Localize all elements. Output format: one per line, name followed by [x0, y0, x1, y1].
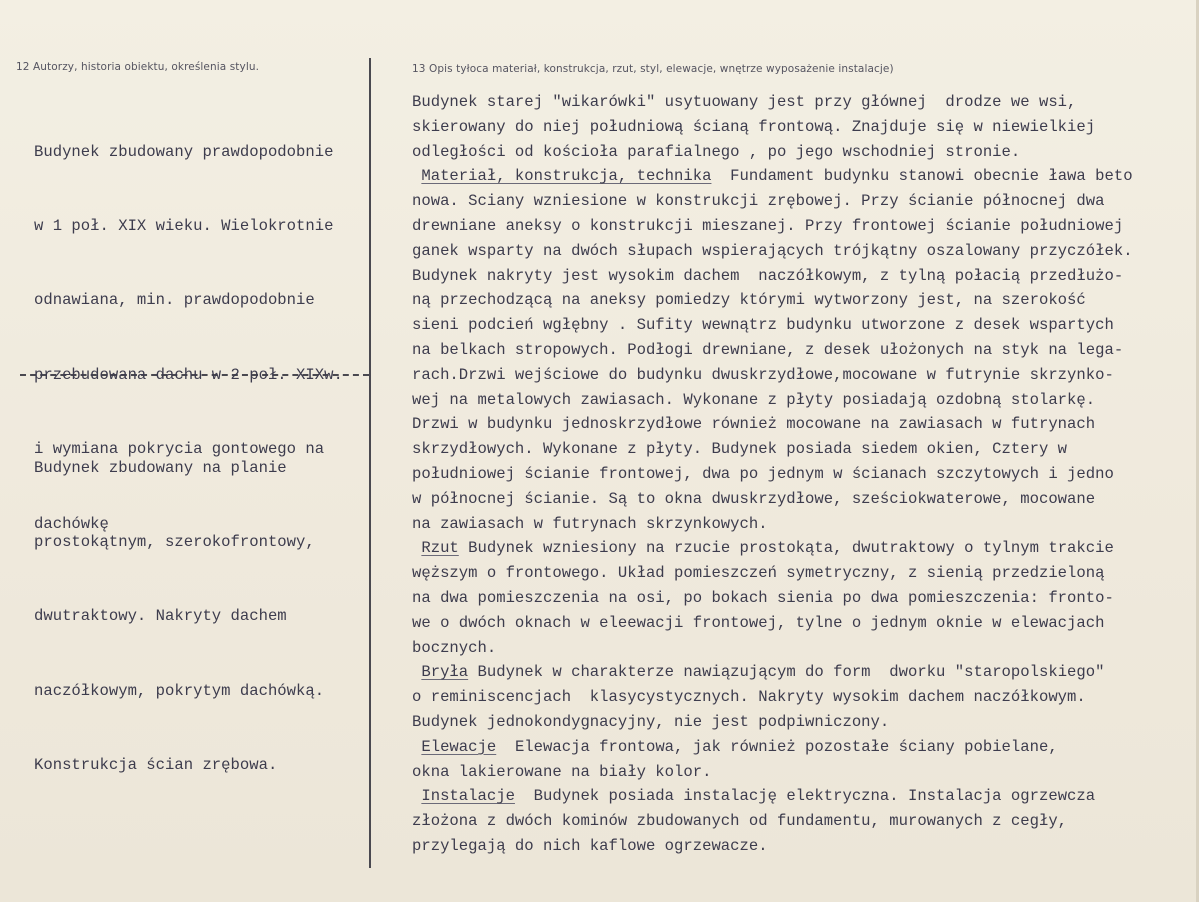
description-line [412, 834, 1199, 859]
history-line: i wymiana pokrycia gontowego na [34, 440, 325, 459]
style-line: Konstrukcja ścian zrębowa. [34, 756, 278, 775]
description-text-run: Budynek w charakterze nawiązującym do form dworku "staropolskiego" [468, 663, 1105, 682]
section-heading: Rzut [421, 539, 459, 558]
description-line [412, 239, 1199, 264]
description-line [412, 561, 1199, 586]
description-line [412, 437, 1199, 462]
description-text-run: odległości od kościoła parafialnego , po jego wschodniej stronie. [412, 142, 1021, 161]
description-text-run: ną przechodzącą na aneksy pomiedzy którymi wytworzony jest, na szerokość [412, 291, 1086, 310]
description-text-run: we o dwóch oknach w eleewacji frontowej, tylne o jednym oknie w elewacjach [412, 613, 1105, 632]
description-line [412, 214, 1199, 239]
section-heading: Materiał, konstrukcja, technika [421, 167, 712, 186]
description-line [412, 388, 1199, 413]
section-13-header: 13 Opis tyłoca materiał, konstrukcja, rzut, styl, elewacje, wnętrze wyposażenie instalacje) [412, 63, 894, 75]
style-line: prostokątnym, szerokofrontowy, [34, 532, 315, 551]
column-divider [369, 58, 371, 868]
description-line [412, 710, 1199, 735]
history-line: w 1 poł. XIX wieku. Wielokrotnie [34, 216, 334, 235]
style-summary-text [34, 406, 324, 828]
description-line [412, 140, 1199, 165]
description-text-run: Budynek posiada instalację elektryczna. Instalacja ogrzewcza [514, 787, 1096, 806]
description-line [412, 462, 1199, 487]
description-text-run: wej na metalowych zawiasach. Wykonane z płyty posiadają ozdobną stolarkę. [412, 390, 1096, 409]
description-line [412, 586, 1199, 611]
description-line [412, 338, 1199, 363]
description-text-run: o reminiscencjach klasycystycznych. Nakryty wysokim dachem naczółkowym. [412, 688, 1086, 707]
section-heading: Bryła [421, 663, 469, 682]
description-line [412, 288, 1199, 313]
description-text-run: w północnej ścianie. Są to okna dwuskrzydłowe, sześciokwaterowe, mocowane [412, 489, 1096, 508]
description-text-run: skierowany do niej południową ścianą frontową. Znajduje się w niewielkiej [412, 117, 1096, 136]
description-text-run: Elewacja frontowa, jak również pozostałe ściany pobielane, [496, 737, 1058, 756]
description-text-run: Budynek nakryty jest wysokim dachem naczółkowym, z tylną połacią przedłużo- [412, 266, 1124, 285]
style-line: dwutraktowy. Nakryty dachem [34, 607, 287, 626]
description-text-run: na zawiasach w futrynach skrzynkowych. [412, 514, 768, 533]
description-text-run: nowa. Sciany wzniesione w konstrukcji zrębowej. Przy ścianie północnej dwa [412, 192, 1105, 211]
section-heading-line [412, 784, 1199, 809]
description-line [412, 115, 1199, 140]
style-line: naczółkowym, pokrytym dachówką. [34, 681, 325, 700]
description-line [412, 412, 1199, 437]
section-heading: Instalacje [421, 787, 515, 806]
section-heading: Elewacje [421, 737, 497, 756]
description-text-run: południowej ścianie frontowej, dwa po jednym w ścianach szczytowych i jedno [412, 464, 1114, 483]
description-text-run: bocznych. [412, 638, 497, 657]
description-line [412, 189, 1199, 214]
section-heading-line [412, 660, 1199, 685]
description-text-run: sieni podcień wgłębny . Sufity wewnątrz budynku utworzone z desek wspartych [412, 316, 1114, 335]
history-line: odnawiana, min. prawdopodobnie [34, 291, 315, 310]
description-text-run: Budynek wzniesiony na rzucie prostokąta, dwutraktowy o tylnym trakcie [458, 539, 1114, 558]
description-text-run: Budynek starej "wikarówki" usytuowany jest przy głównej drodze we wsi, [412, 93, 1077, 111]
description-text-run: okna lakierowane na biały kolor. [412, 762, 712, 781]
description-text-run: na dwa pomieszczenia na osi, po bokach sienia po dwa pomieszczenia: fronto- [412, 588, 1114, 607]
description-text-run: na belkach stropowych. Podłogi drewniane, z desek ułożonych na styk na lega- [412, 340, 1124, 359]
description-line [412, 363, 1199, 388]
description-text-run: ganek wsparty na dwóch słupach wspierających trójkątny oszalowany przyczółek. [412, 241, 1133, 260]
description-text-run: skrzydłowych. Wykonane z płyty. Budynek posiada siedem okien, Cztery w [412, 440, 1068, 459]
description-text-run: węższym o frontowego. Układ pomieszczeń symetryczny, z sienią przedzieloną [412, 564, 1105, 583]
description-text-run: rach.Drzwi wejściowe do budynku dwuskrzydłowe,mocowane w futrynie skrzynko- [412, 365, 1114, 384]
description-line [412, 685, 1199, 710]
description-text-run: Drzwi w budynku jednoskrzydłowe również mocowane na zawiasach w futrynach [412, 415, 1096, 434]
description-text-run: Budynek jednokondygnacyjny, nie jest podpiwniczony. [412, 712, 890, 731]
description-text-run: przylegają do nich kaflowe ogrzewacze. [412, 836, 768, 855]
section-heading-line [412, 735, 1199, 760]
section-heading-line [412, 536, 1199, 561]
description-text-run: złożona z dwóch kominów zbudowanych od fundamentu, murowanych z cegły, [412, 812, 1068, 831]
history-line: przebudowana dachu w 2 poł. XIXw. [34, 365, 343, 384]
style-line: Budynek zbudowany na planie [34, 458, 287, 477]
description-line [412, 90, 1199, 115]
description-line [412, 512, 1199, 537]
description-line [412, 264, 1199, 289]
history-line: dachówkę [34, 514, 109, 533]
history-line: Budynek zbudowany prawdopodobnie [34, 142, 334, 161]
description-text-run: Fundament budynku stanowi obecnie ława beto [711, 167, 1133, 186]
section-heading-line [412, 164, 1199, 189]
description-text [412, 90, 1199, 859]
description-text-run: drewniane aneksy o konstrukcji mieszanej. Przy frontowej ścianie południowej [412, 216, 1124, 235]
description-line [412, 487, 1199, 512]
description-line [412, 809, 1199, 834]
description-line [412, 760, 1199, 785]
section-12-header: 12 Autorzy, historia obiektu, określenia stylu. [16, 61, 260, 73]
description-line [412, 636, 1199, 661]
description-line [412, 313, 1199, 338]
description-line [412, 611, 1199, 636]
